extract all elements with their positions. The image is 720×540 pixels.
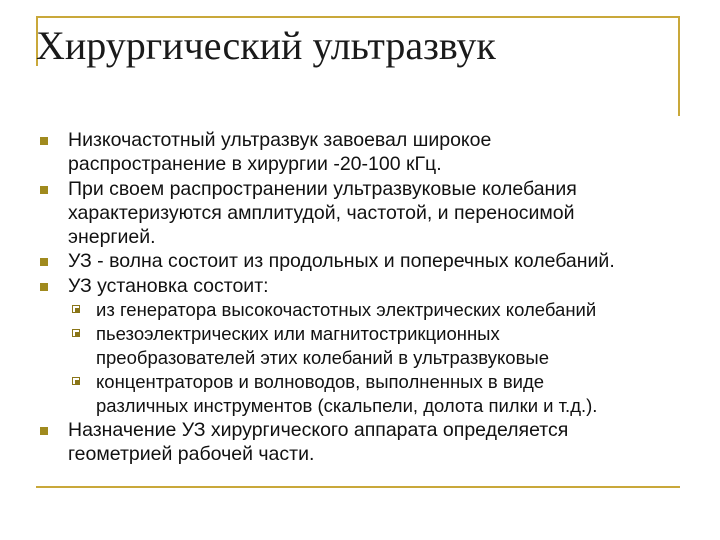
bullet-text: При своем распространении ультразвуковые колебания характеризуются амплитудой, частотой, и переносимой энергией. <box>68 177 577 249</box>
sub-bullet-list <box>40 298 680 418</box>
checkbox-bullet-icon <box>72 329 80 337</box>
sub-bullet-text: пьезоэлектрических или магнитострикционных преобразователей этих колебаний в ультразвуковые <box>96 323 549 369</box>
bullet-item <box>40 128 680 177</box>
checkbox-bullet-icon <box>72 377 80 385</box>
square-bullet-icon <box>40 186 48 194</box>
sub-bullet-text: концентраторов и волноводов, выполненных в виде различных инструментов (скальпели, долота пилки и т.д.). <box>96 371 598 417</box>
sub-bullet-text: из генератора высокочастотных электрических колебаний <box>96 299 597 321</box>
square-bullet-icon <box>40 137 48 145</box>
frame-right-line <box>678 16 680 116</box>
square-bullet-icon <box>40 427 48 435</box>
bullet-item <box>40 249 680 273</box>
bullet-item <box>40 418 680 467</box>
bullet-list <box>40 128 680 467</box>
checkbox-bullet-icon <box>72 305 80 313</box>
slide-title: Хирургический ультразвук <box>36 23 496 68</box>
bullet-item <box>40 274 680 298</box>
square-bullet-icon <box>40 283 48 291</box>
square-bullet-icon <box>40 258 48 266</box>
bullet-text: УЗ установка состоит: <box>68 274 269 297</box>
frame-top-line <box>36 16 680 18</box>
sub-bullet-item <box>40 370 680 418</box>
sub-bullet-item <box>40 298 680 322</box>
bullet-text: Низкочастотный ультразвук завоевал широкое распространение в хирургии -20-100 кГц. <box>68 129 492 176</box>
bullet-item <box>40 177 680 250</box>
sub-bullet-item <box>40 322 680 370</box>
frame-bottom-line <box>36 486 680 488</box>
bullet-text: Назначение УЗ хирургического аппарата определяется геометрией рабочей части. <box>68 419 569 466</box>
bullet-text: УЗ - волна состоит из продольных и поперечных колебаний. <box>68 250 615 273</box>
